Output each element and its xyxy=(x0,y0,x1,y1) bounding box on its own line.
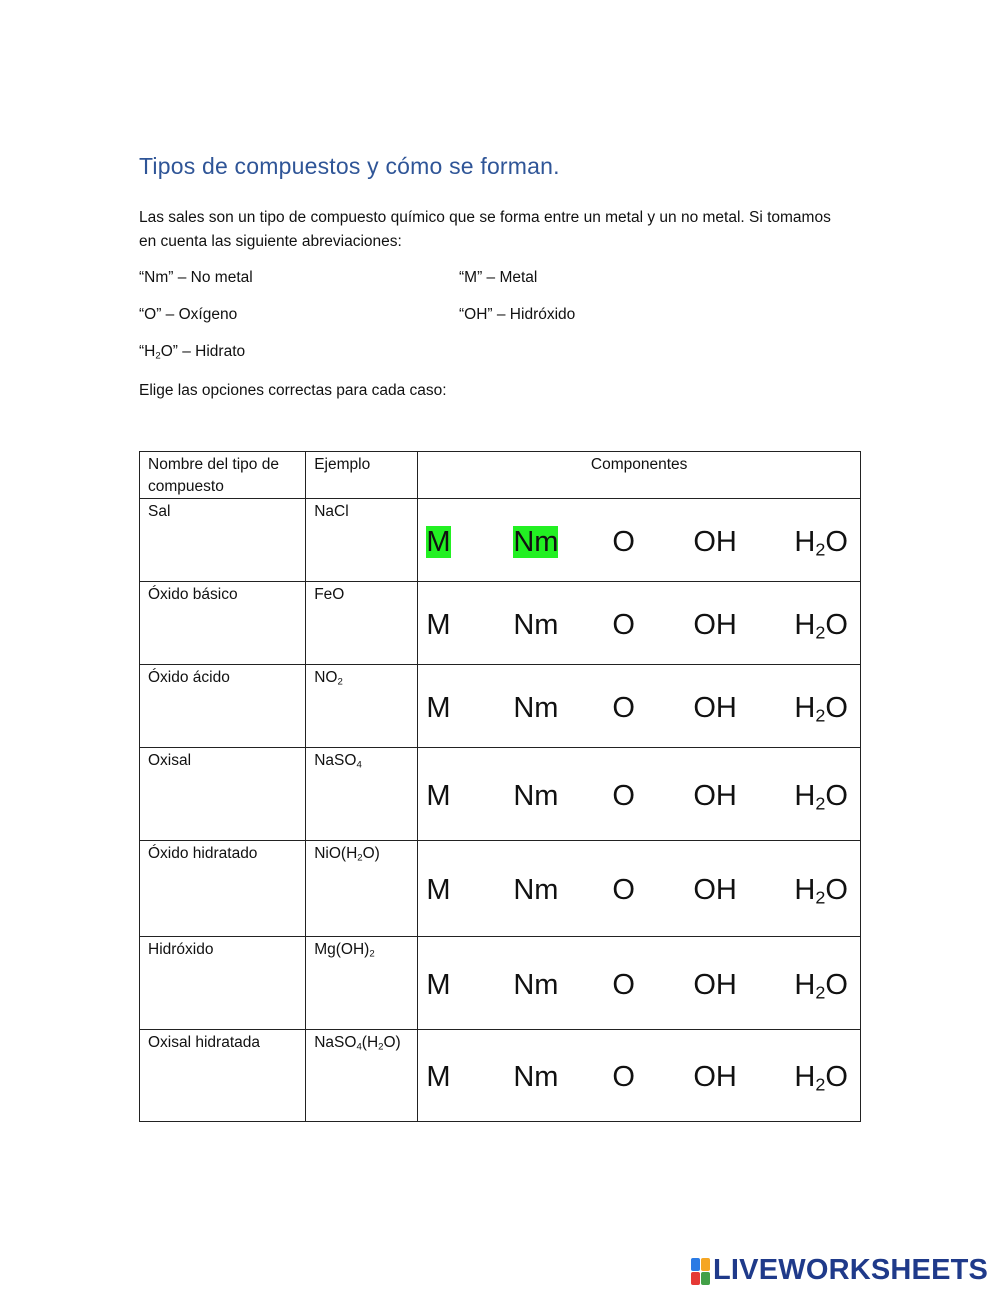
header-components: Componentes xyxy=(418,452,861,499)
option-metal[interactable]: M xyxy=(426,692,451,724)
header-example: Ejemplo xyxy=(306,452,418,499)
option-oxigeno[interactable]: O xyxy=(612,526,635,558)
components-options xyxy=(418,499,861,582)
option-hidrato[interactable]: $H_2O$ xyxy=(794,1061,848,1095)
option-hidroxido[interactable]: OH xyxy=(693,874,737,906)
option-hidrato[interactable]: $H_2O$ xyxy=(794,780,848,814)
components-options xyxy=(418,1030,861,1122)
table-row xyxy=(140,499,861,582)
option-hidroxido[interactable]: OH xyxy=(693,969,737,1001)
abbr-o: “O” – Oxígeno xyxy=(139,306,238,323)
option-no-metal[interactable]: Nm xyxy=(513,780,559,812)
option-hidroxido[interactable]: OH xyxy=(693,526,737,558)
abbr-m: “M” – Metal xyxy=(459,269,538,286)
components-options xyxy=(418,665,861,748)
compound-name: Hidróxido xyxy=(140,937,306,1030)
components-options xyxy=(418,748,861,841)
intro-paragraph: Las sales son un tipo de compuesto químico que se forma entre un metal y un no metal. Si tomamos en cuenta las siguiente abreviaciones: xyxy=(139,209,831,250)
option-no-metal[interactable]: Nm xyxy=(513,874,559,906)
option-metal[interactable]: M xyxy=(426,969,451,1001)
option-oxigeno[interactable]: O xyxy=(612,1061,635,1093)
liveworksheets-logo xyxy=(691,1254,988,1287)
compound-name: Sal xyxy=(140,499,306,582)
compound-name: Oxisal xyxy=(140,748,306,841)
option-oxigeno[interactable]: O xyxy=(612,969,635,1001)
table-row xyxy=(140,937,861,1030)
option-hidrato[interactable]: $H_2O$ xyxy=(794,874,848,908)
components-options xyxy=(418,841,861,937)
compound-example: $NiO(H_2O)$ xyxy=(306,841,418,937)
components-options xyxy=(418,937,861,1030)
option-hidroxido[interactable]: OH xyxy=(693,780,737,812)
option-hidroxido[interactable]: OH xyxy=(693,692,737,724)
page-title: Tipos de compuestos y cómo se forman. xyxy=(139,153,560,180)
option-hidrato[interactable]: $H_2O$ xyxy=(794,969,848,1003)
option-hidrato[interactable]: $H_2O$ xyxy=(794,692,848,726)
abbr-nm: “Nm” – No metal xyxy=(139,269,253,286)
header-name: Nombre del tipo de compuesto xyxy=(140,452,306,499)
option-metal[interactable]: M xyxy=(426,609,451,641)
option-no-metal[interactable]: Nm xyxy=(513,969,559,1001)
compounds-table xyxy=(139,451,861,1122)
compound-example: $NO_2$ xyxy=(306,665,418,748)
compound-example: NaSO$_4$ xyxy=(306,748,418,841)
option-no-metal[interactable]: Nm xyxy=(513,609,559,641)
option-no-metal[interactable]: Nm xyxy=(513,526,559,558)
option-oxigeno[interactable]: O xyxy=(612,780,635,812)
compound-name: Óxido ácido xyxy=(140,665,306,748)
option-oxigeno[interactable]: O xyxy=(612,609,635,641)
option-metal[interactable]: M xyxy=(426,780,451,812)
table-header-row xyxy=(140,452,861,499)
option-hidrato[interactable]: $H_2O$ xyxy=(794,526,848,560)
compound-example: FeO xyxy=(306,582,418,665)
table-row xyxy=(140,582,861,665)
table-row xyxy=(140,1030,861,1122)
table-row xyxy=(140,748,861,841)
instruction: Elige las opciones correctas para cada caso: xyxy=(139,382,447,399)
compound-example: NaCl xyxy=(306,499,418,582)
logo-icon xyxy=(691,1258,709,1284)
option-oxigeno[interactable]: O xyxy=(612,874,635,906)
compound-name: Óxido hidratado xyxy=(140,841,306,937)
compound-name: Óxido básico xyxy=(140,582,306,665)
option-no-metal[interactable]: Nm xyxy=(513,1061,559,1093)
compound-example: $NaSO_4(H_2O)$ xyxy=(306,1030,418,1122)
option-no-metal[interactable]: Nm xyxy=(513,692,559,724)
option-hidroxido[interactable]: OH xyxy=(693,609,737,641)
compound-example: $Mg(OH)_2$ xyxy=(306,937,418,1030)
option-hidrato[interactable]: $H_2O$ xyxy=(794,609,848,643)
option-metal[interactable]: M xyxy=(426,874,451,906)
compound-name: Oxisal hidratada xyxy=(140,1030,306,1122)
table-row xyxy=(140,665,861,748)
option-metal[interactable]: M xyxy=(426,1061,451,1093)
logo-text: LIVEWORKSHEETS xyxy=(713,1254,989,1286)
abbr-oh: “OH” – Hidróxido xyxy=(459,306,576,323)
table-row xyxy=(140,841,861,937)
option-oxigeno[interactable]: O xyxy=(612,692,635,724)
option-metal[interactable]: M xyxy=(426,526,451,558)
components-options xyxy=(418,582,861,665)
abbr-h2o: “$H_2O$” – Hidrato xyxy=(139,343,246,362)
option-hidroxido[interactable]: OH xyxy=(693,1061,737,1093)
